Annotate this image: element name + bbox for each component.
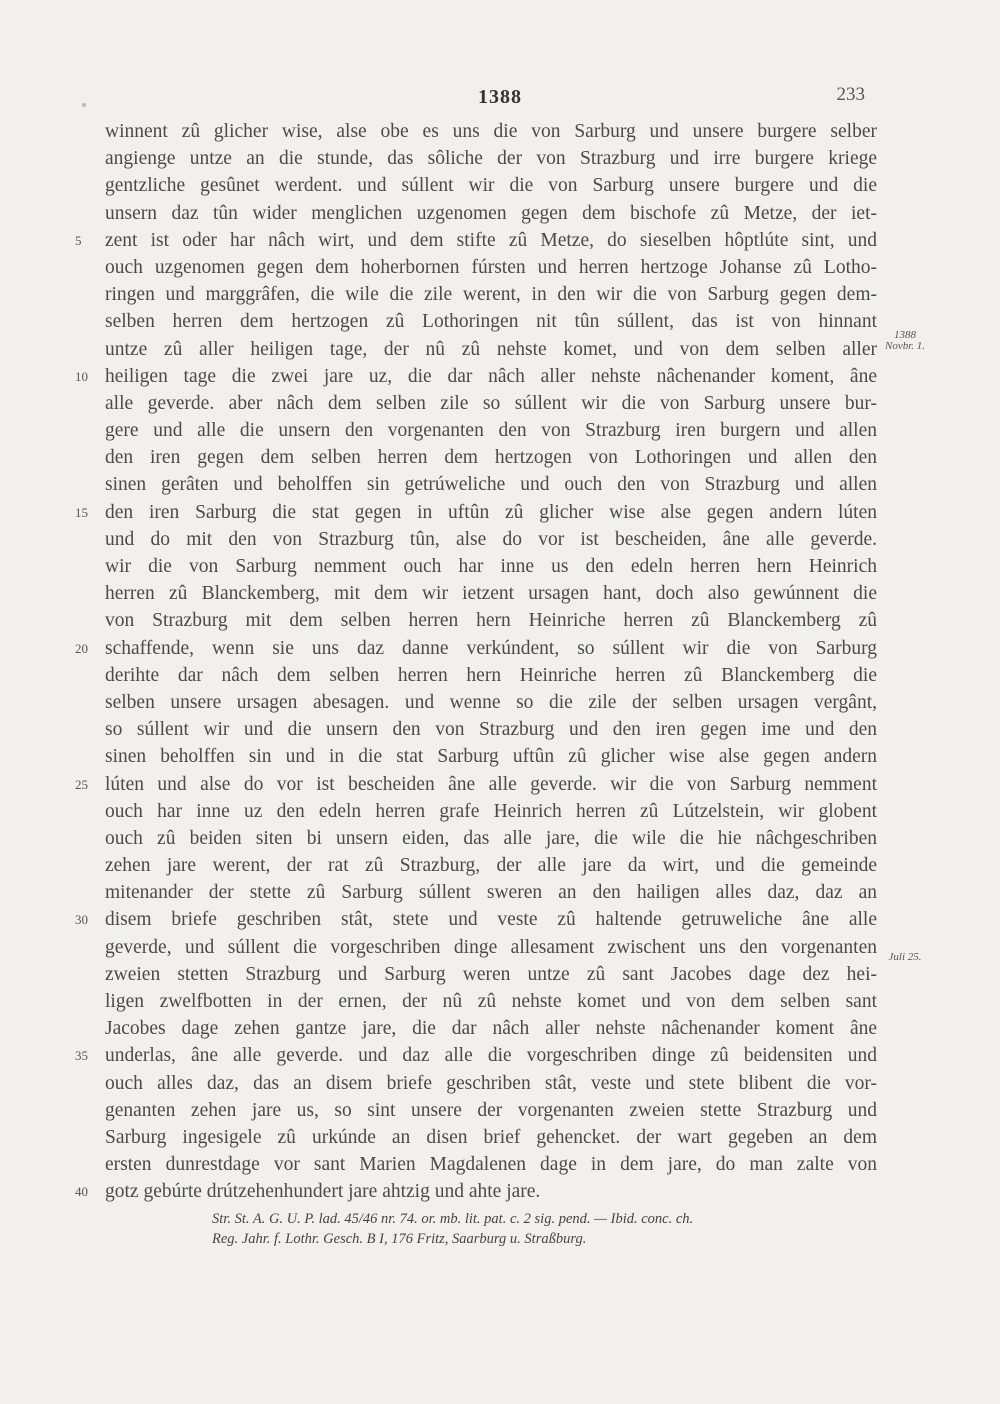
line-number: 35	[75, 1048, 88, 1064]
text-line: geverde, und súllent die vorgeschriben dinge allesament zwischent uns den vorgenanten	[105, 936, 877, 958]
running-header-year: 1388	[478, 86, 522, 108]
text-line: gentzliche gesûnet werdent. und súllent wir die von Sarburg unsere burgere und die	[105, 175, 877, 197]
text-line: den iren gegen dem selben herren dem hertzogen von Lothoringen und allen den	[105, 447, 877, 469]
text-line-content: disem briefe geschriben stât, stete und veste zû haltende getruweliche âne alle	[105, 909, 877, 931]
text-line: derihte dar nâch dem selben herren hern Heinriche herren zû Blanckemberg die	[105, 664, 877, 686]
line-number: 5	[75, 232, 82, 248]
text-line-content: lúten und alse do vor ist bescheiden âne alle geverde. wir die von Sarburg nemment	[105, 773, 877, 795]
text-line: sinen gerâten und beholffen sin getrúweliche und ouch den von Strazburg und allen	[105, 474, 877, 496]
text-line	[75, 499, 877, 526]
text-line: winnent zû glicher wise, alse obe es uns die von Sarburg und unsere burgere selber	[105, 121, 877, 142]
line-number: 25	[75, 776, 88, 792]
text-line: mitenander der stette zû Sarburg súllent sweren an den hailigen alles daz, daz an	[105, 882, 877, 904]
margin-date-note	[870, 330, 940, 352]
text-line: Sarburg ingesigele zû urkúnde an disen brief gehencket. der wart gegeben an dem	[105, 1126, 877, 1148]
text-line: ouch uzgenomen gegen dem hoherbornen fúrsten und herren hertzoge Johanse zû Lotho-	[105, 256, 877, 278]
text-line-content: heiligen tage die zwei jare uz, die dar nâch aller nehste nâchenander koment, âne	[105, 365, 877, 387]
margin-date-note	[870, 952, 940, 963]
charter-text	[75, 118, 877, 1206]
text-line	[75, 1042, 877, 1069]
text-line-content: zent ist oder har nâch wirt, und dem stifte zû Metze, do sieselben hôptlúte sint, und	[105, 229, 877, 251]
text-line: zehen jare werent, der rat zû Strazburg, der alle jare da wirt, und die gemeinde	[105, 855, 877, 877]
text-line-content: schaffende, wenn sie uns daz danne verkúndent, so súllent wir die von Sarburg	[105, 637, 877, 659]
text-line: genanten zehen jare us, so sint unsere der vorgenanten zweien stette Strazburg und	[105, 1099, 877, 1121]
text-line: ersten dunrestdage vor sant Marien Magdalenen dage in dem jare, do man zalte von	[105, 1154, 877, 1176]
text-line: ouch zû beiden siten bi unsern eiden, das alle jare, die wile die hie nâchgeschriben	[105, 827, 877, 849]
margin-note-year: 1388	[894, 329, 916, 341]
page-speck	[82, 103, 86, 107]
text-line	[75, 906, 877, 933]
text-line: ouch har inne uz den edeln herren grafe Heinrich herren zû Lútzelstein, wir globent	[105, 800, 877, 822]
text-line: angienge untze an die stunde, das sôliche der von Strazburg und irre burgere kriege	[105, 148, 877, 170]
text-line	[75, 771, 877, 798]
page-number: 233	[836, 84, 865, 105]
text-line: wir die von Sarburg nemment ouch har inne us den edeln herren hern Heinrich	[105, 556, 877, 577]
text-line	[75, 635, 877, 662]
text-line: selben herren dem hertzogen zû Lothoringen nit tûn súllent, das ist von hinnant	[105, 311, 877, 333]
text-line: selben unsere ursagen abesagen. und wenne so die zile der selben ursagen vergânt,	[105, 691, 877, 713]
text-line: ligen zwelfbotten in der ernen, der nû zû nehste komet und von dem selben sant	[105, 991, 877, 1012]
margin-note-date: Juli 25.	[888, 951, 922, 963]
text-line: zweien stetten Strazburg und Sarburg weren untze zû sant Jacobes dage dez hei-	[105, 963, 877, 985]
line-number: 40	[75, 1184, 88, 1200]
text-line: sinen beholffen sin und in die stat Sarburg uftûn zû glicher wise alse gegen andern	[105, 746, 877, 768]
text-line	[75, 1178, 877, 1205]
text-line: Jacobes dage zehen gantze jare, die dar nâch aller nehste nâchenander koment âne	[105, 1018, 877, 1040]
line-number: 30	[75, 912, 88, 928]
text-line: ouch alles daz, das an disem briefe geschriben stât, veste und stete blibent die vor-	[105, 1072, 877, 1094]
text-line: alle geverde. aber nâch dem selben zile so súllent wir die von Sarburg unsere bur-	[105, 392, 877, 414]
text-line: gere und alle die unsern den vorgenanten den von Strazburg iren burgern und allen	[105, 420, 877, 442]
text-line	[75, 363, 877, 390]
margin-note-date: Novbr. 1.	[884, 340, 926, 352]
text-line-content: den iren Sarburg die stat gegen in uftûn zû glicher wise alse gegen andern lúten	[105, 501, 877, 523]
source-line: Reg. Jahr. f. Lothr. Gesch. B I, 176 Fritz, Saarburg u. Straßburg.	[212, 1231, 587, 1247]
text-line: von Strazburg mit dem selben herren hern Heinriche herren zû Blanckemberg zû	[105, 610, 877, 632]
text-line	[75, 227, 877, 254]
source-line: Str. St. A. G. U. P. lad. 45/46 nr. 74. or. mb. lit. pat. c. 2 sig. pend. — Ibid. conc. ch.	[212, 1211, 694, 1227]
text-line: ringen und marggrâfen, die wile die zile werent, in den wir die von Sarburg gegen dem-	[105, 284, 877, 306]
text-line-content: gotz gebúrte drútzehenhundert jare ahtzig und ahte jare.	[105, 1181, 541, 1203]
text-line: so súllent wir und die unsern den von Strazburg und den iren gegen ime und den	[105, 719, 877, 741]
text-line: herren zû Blanckemberg, mit dem wir ietzent ursagen hant, doch also gewúnnent die	[105, 583, 877, 605]
line-number: 15	[75, 504, 88, 520]
line-number: 20	[75, 640, 88, 656]
line-number: 10	[75, 368, 88, 384]
source-citation	[212, 1209, 882, 1249]
text-line: unsern daz tûn wider menglichen uzgenomen gegen dem bischofe zû Metze, der iet-	[105, 202, 877, 224]
text-line: untze zû aller heiligen tage, der nû zû nehste komet, und von dem selben aller	[105, 338, 877, 360]
text-line-content: underlas, âne alle geverde. und daz alle die vorgeschriben dinge zû beidensiten und	[105, 1045, 877, 1067]
text-line: und do mit den von Strazburg tûn, alse do vor ist bescheiden, âne alle geverde.	[105, 528, 877, 550]
